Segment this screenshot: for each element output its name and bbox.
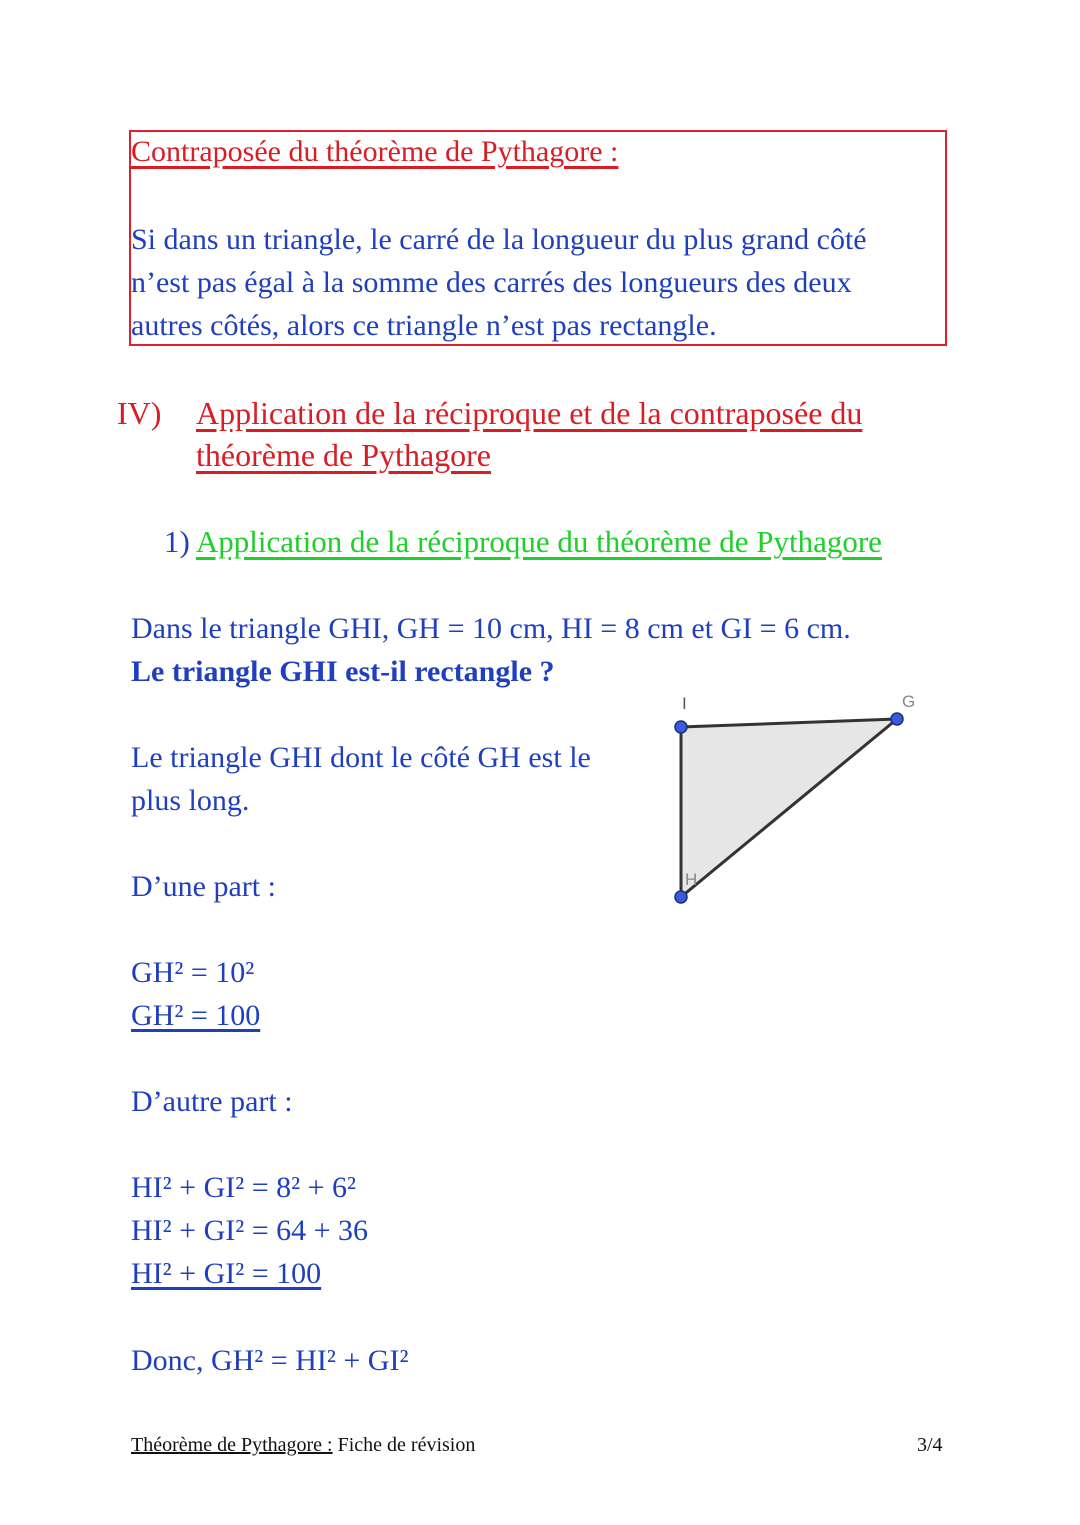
- footer-subtitle: Fiche de révision: [332, 1434, 476, 1456]
- subsection-number: 1): [164, 524, 190, 559]
- part2-line-2: HI² + GI² = 64 + 36: [131, 1214, 369, 1247]
- contraposee-body: [131, 218, 941, 347]
- part2-line-3: HI² + GI² = 100: [131, 1257, 322, 1290]
- point-g: [891, 713, 903, 725]
- footer-title: [131, 1431, 475, 1459]
- section-number: IV): [117, 395, 162, 431]
- triangle-ghi: [681, 719, 897, 897]
- section-title: [196, 392, 862, 476]
- triangle-figure: [660, 685, 930, 915]
- contraposee-line-1: Si dans un triangle, le carré de la longueur du plus grand côté: [131, 223, 867, 256]
- solution-intro-line-2: plus long.: [131, 784, 250, 817]
- point-h: [675, 891, 687, 903]
- problem-question: Le triangle GHI est-il rectangle ?: [131, 655, 555, 688]
- part1-line-2: GH² = 100: [131, 999, 261, 1032]
- subsection-title: Application de la réciproque du théorème de Pythagore: [195, 524, 882, 559]
- part1-line-1: GH² = 10²: [131, 956, 255, 989]
- conclusion: Donc, GH² = HI² + GI²: [131, 1344, 409, 1377]
- part2-label: D’autre part :: [131, 1085, 293, 1118]
- solution-intro-line-1: Le triangle GHI dont le côté GH est le: [131, 741, 591, 774]
- section-title-line-2: théorème de Pythagore: [196, 437, 491, 473]
- contraposee-line-2: n’est pas égal à la somme des carrés des longueurs des deux: [131, 266, 852, 299]
- point-i: [675, 721, 687, 733]
- contraposee-title: Contraposée du théorème de Pythagore :: [131, 135, 619, 168]
- part2-line-1: HI² + GI² = 8² + 6²: [131, 1171, 357, 1204]
- label-i: I: [682, 694, 687, 713]
- section-title-line-1: Application de la réciproque et de la contraposée du: [196, 395, 863, 431]
- label-g: G: [902, 692, 916, 711]
- footer-title-main: Théorème de Pythagore :: [131, 1434, 333, 1456]
- part1-label: D’une part :: [131, 870, 276, 903]
- page-number: 3/4: [917, 1434, 943, 1456]
- problem-statement: Dans le triangle GHI, GH = 10 cm, HI = 8 cm et GI = 6 cm.: [131, 612, 851, 645]
- subsection-heading: [164, 522, 882, 562]
- label-h: H: [685, 870, 698, 889]
- contraposee-line-3: autres côtés, alors ce triangle n’est pas rectangle.: [131, 309, 717, 342]
